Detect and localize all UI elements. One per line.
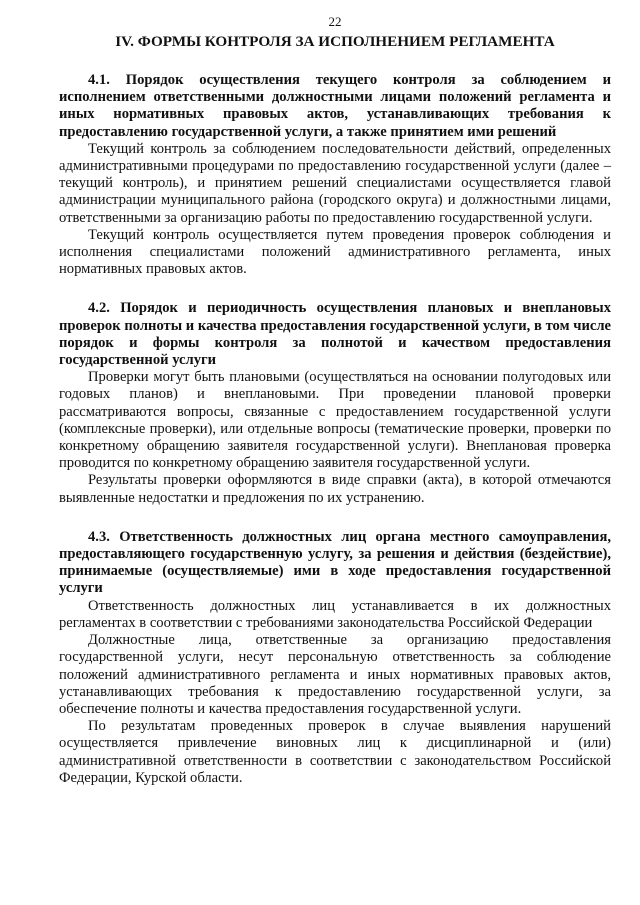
paragraph: По результатам проведенных проверок в случае выявления нарушений осуществляется привлечение виновных лиц к дисциплинарной и (или) административной ответственности в соответствии с законодательством Российской Федерации, Курской области. — [59, 718, 611, 786]
section-4-3 — [59, 529, 611, 787]
paragraph: Текущий контроль осуществляется путем проведения проверок соблюдения и исполнения специалистами положений административного регламента, иных нормативных правовых актов. — [59, 226, 611, 278]
section-heading: 4.2. Порядок и периодичность осуществления плановых и внеплановых проверок полноты и качества предоставления государственной услуги, в том числе порядок и формы контроля за полнотой и качеством предоставления государственной услуги — [59, 300, 611, 369]
document-page — [59, 14, 611, 809]
page-number: 22 — [328, 14, 342, 29]
section-4-2 — [59, 300, 611, 506]
paragraph: Текущий контроль за соблюдением последовательности действий, определенных административными процедурами по предоставлению государственной услуги (далее – текущий контроль), и принятием решений специалистами осуществляется главой администрации муниципального района (городского округа) и должностными лицами, ответственными за организацию работы по предоставлению государственной услуги. — [59, 140, 611, 226]
section-heading: 4.3. Ответственность должностных лиц органа местного самоуправления, предоставляющего государственную услугу, за решения и действия (бездействие), принимаемые (осуществляемые) ими в ходе предоставления государственной услуги — [59, 528, 611, 597]
section-4-1 — [59, 72, 611, 278]
chapter-title: IV. ФОРМЫ КОНТРОЛЯ ЗА ИСПОЛНЕНИЕМ РЕГЛАМЕНТА — [115, 33, 555, 50]
paragraph: Проверки могут быть плановыми (осуществляться на основании полугодовых или годовых планов) и внеплановыми. При проведении плановой проверки рассматриваются вопросы, связанные с предоставлением государственной услуги (комплексные проверки), или отдельные вопросы (тематические проверки, проверки по конкретному обращению заявителя государственной услуги). Внеплановая проверка проводится по конкретному обращению заявителя государственной услуги. — [59, 369, 611, 472]
paragraph: Результаты проверки оформляются в виде справки (акта), в которой отмечаются выявленные недостатки и предложения по их устранению. — [59, 472, 611, 506]
section-heading: 4.1. Порядок осуществления текущего контроля за соблюдением и исполнением ответственными должностными лицами положений регламента и иных нормативных правовых актов, устанавливающих требования к предоставлению государственной услуги, а также принятием ими решений — [59, 72, 611, 140]
paragraph: Должностные лица, ответственные за организацию предоставления государственной услуги, несут персональную ответственность за соблюдение положений административного регламента и иных нормативных правовых актов, устанавливающих требования к предоставлению государственной услуги, за обеспечение полноты и качества предоставления государственной услуги. — [59, 632, 611, 717]
paragraph: Ответственность должностных лиц устанавливается в их должностных регламентах в соответствии с требованиями законодательства Российской Федерации — [59, 597, 611, 631]
